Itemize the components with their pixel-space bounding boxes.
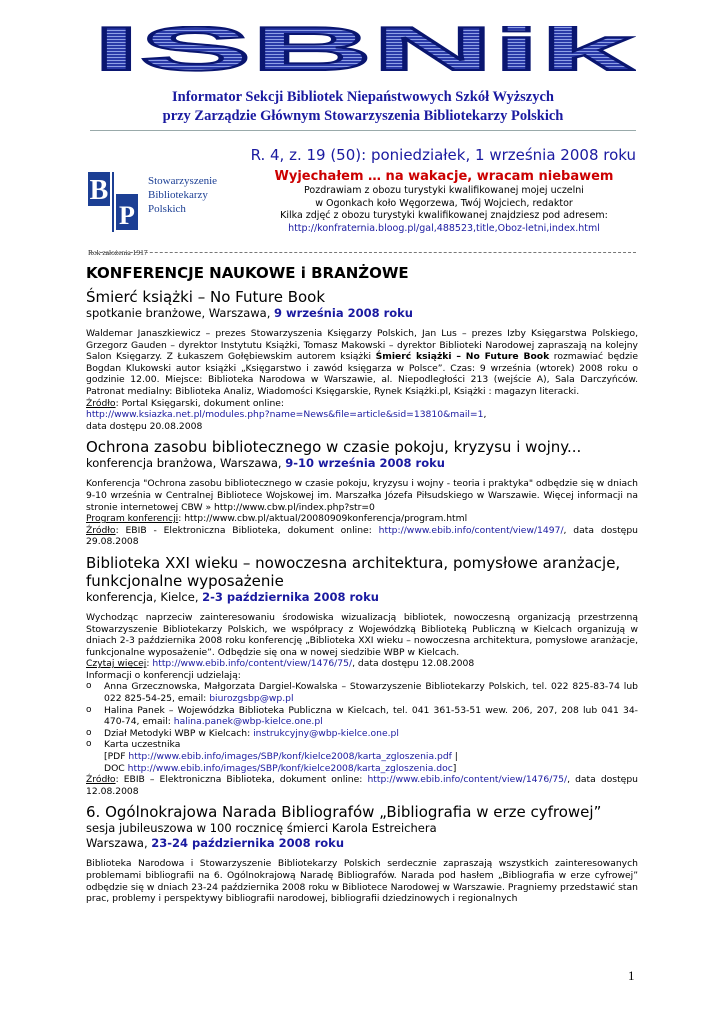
entry-date: 9 września 2008 roku [274, 306, 413, 320]
svg-text:P: P [119, 201, 135, 230]
entry-1: Śmierć książki – No Future Book spotkanie branżowe, Warszawa, 9 września 2008 roku Waldemar Janaszkiewicz – prezes Stowarzyszenia Księgarzy Polskich, Jan Lus – prezes Izby Księgarstwa Polskiego, Grzegorz Gauden – dyrektor Instytutu Książki, Tomasz Makowski – dyrektor Biblioteki Narodowej zapraszają na kolejny Salon Księgarzy. Z Łukaszem Gołębiewskim autorem książki Śmierć książki – No Future Book rozmawiać będzie Bogdan Klukowski autor książki „Księgarstwo i zawód księgarza w Polsce”. Czas: 9 września (wtorek) 2008 roku o godzinie 12.00. Miejsce: Biblioteka Narodowa w Warszawie, al. Niepodległości 213 (wejście A), Sala Darczyńców. Patronat medialny: Biblioteka Analiz, Wiadomości Księgarskie, Rynek Książki.pl, Książki : magazyn literacki. Źródło: Portal Księgarski, dokument online: http://www.ksiazka.net.pl/modules.php?name=News&file=article&sid=13810&mail=1, data dostępu 20.08.2008 [86, 288, 638, 432]
entry-source-link[interactable]: http://www.ebib.info/content/view/1497/ [378, 524, 564, 536]
sbp-logo [88, 168, 248, 256]
entry-title-line-2: funkcjonalne wyposażenie [86, 571, 284, 590]
read-more-link[interactable]: http://www.ebib.info/content/view/1476/75/ [152, 658, 353, 670]
notice-line-2: w Ogonkach koło Węgorzewa, Twój Wojciech, redaktor [315, 197, 573, 209]
entry-date: 2-3 października 2008 roku [202, 589, 379, 604]
list-item: o Anna Grzecznowska, Małgorzata Dargiel-Kowalska – Stowarzyszenie Bibliotekarzy Polskich, tel. 022 825-83-74 lub 022 825-54-25, email: biurozgsbp@wp.pl [86, 681, 638, 704]
sbp-founded: Rok założenia 1917 [88, 248, 148, 257]
list-item: o Dział Metodyki WBP w Kielcach: instrukcyjny@wbp-kielce.one.pl [86, 728, 638, 740]
entry-body: Waldemar Janaszkiewicz – prezes Stowarzyszenia Księgarzy Polskich, Jan Lus – prezes Izby Księgarstwa Polskiego, Grzegorz Gauden – dyrektor Instytutu Książki, Tomasz Makowski – dyrektor Biblioteki Narodowej zapraszają na kolejny Salon Księgarzy. Z Łukaszem Gołębiewskim autorem książki Śmierć książki – No Future Book rozmawiać będzie Bogdan Klukowski autor książki „Księgarstwo i zawód księgarza w Polsce”. Czas: 9 września (wtorek) 2008 roku o godzinie 12.00. Miejsce: Biblioteka Narodowa w Warszawie, al. Niepodległości 213 (wejście A), Sala Darczyńców. Patronat medialny: Biblioteka Analiz, Wiadomości Księgarskie, Rynek Książki.pl, Książki : magazyn literacki. [86, 328, 638, 397]
sbp-line-2: Bibliotekarzy [148, 189, 208, 201]
email-link[interactable]: biurozgsbp@wp.pl [209, 693, 294, 705]
notice-link[interactable]: http://konfraternia.bloog.pl/gal,488523,title,Oboz-letni,index.html [288, 222, 600, 234]
notice-headline: Wyjechałem … na wakacje, wracam niebawem [274, 169, 614, 184]
contact-list [86, 681, 638, 774]
list-item: o Halina Panek – Wojewódzka Biblioteka Publiczna w Kielcach, tel. 041 361-53-51 wew. 206, 207, 208 lub 041 34-470-74, email: halina.panek@wbp-kielce.one.pl [86, 705, 638, 728]
entry-body: Konferencja "Ochrona zasobu bibliotecznego w czasie pokoju, kryzysu i wojny - teoria i praktyka" odbędzie się w dniach 9-10 września w Centralnej Bibliotece Wojskowej im. Marszałka Józefa Piłsudskiego w Warszawie. Więcej informacji na stronie internetowej CBW » http://www.cbw.pl/index.php?str=0 [86, 478, 638, 513]
org-line-2: przy Zarządzie Głównym Stowarzyszenia Bibliotekarzy Polskich [162, 108, 564, 124]
card-pdf-link[interactable]: http://www.ebib.info/images/SBP/konf/kielce2008/karta_zgloszenia.pdf [128, 751, 452, 763]
entry-body: Wychodząc naprzeciw zainteresowaniu środowiska wizualizacją bibliotek, nowoczesną organizacją przestrzenną Stowarzyszenie Bibliotekarzy Polskich, we współpracy z Wojewódzką Biblioteką Publiczną w Kielcach organizują w dniach 2-3 października 2008 roku konferencję „Biblioteka XXI wieku – nowoczesna architektura, pomysłowe aranżacje, funkcjonalne wyposażenie”. Odbędzie się ona w nowej siedzibie WBP w Kielcach. [86, 611, 638, 658]
svg-text:B: B [89, 175, 109, 206]
card-doc-link[interactable]: http://www.ebib.info/images/SBP/konf/kielce2008/karta_zgloszenia.doc [127, 762, 453, 774]
entry-subtitle: konferencja, Kielce, 2-3 października 2008 roku [86, 589, 379, 604]
email-link[interactable]: halina.panek@wbp-kielce.one.pl [173, 716, 323, 728]
list-item: o Karta uczestnika [PDF http://www.ebib.info/images/SBP/konf/kielce2008/karta_zgloszenia.pdf | DOC http://www.ebib.info/images/SBP/konf/kielce2008/karta_zgloszenia.doc] [86, 739, 638, 774]
entry-subtitle: konferencja branżowa, Warszawa, 9-10 września 2008 roku [86, 456, 445, 471]
notice-line-1: Pozdrawiam z obozu turystyki kwalifikowanej mojej uczelni [304, 185, 584, 196]
entry-info-label: Informacji o konferencji udzielają: [86, 669, 241, 681]
entry-title-line-1: Biblioteka XXI wieku – nowoczesna architektura, pomysłowe aranżacje, [86, 553, 621, 572]
issue-line: R. 4, z. 19 (50): poniedziałek, 1 września 2008 roku [250, 146, 636, 164]
email-link[interactable]: instrukcyjny@wbp-kielce.one.pl [253, 727, 399, 739]
section-title: KONFERENCJE NAUKOWE i BRANŻOWE [86, 264, 409, 282]
entry-title: Ochrona zasobu bibliotecznego w czasie pokoju, kryzysu i wojny... [86, 438, 582, 457]
entry-body: Biblioteka Narodowa i Stowarzyszenie Bibliotekarzy Polskich serdecznie zapraszają wszystkich zainteresowanych problemami bibliografii na 6. Ogólnokrajową Naradę Bibliografów. Narada pod hasłem „Bibliografia w erze cyfrowej” odbędzie się w dniach 23-24 października 2008 roku w Bibliotece Narodowej w Warszawie. Pragniemy przedstawić stan prac, problemy i perspektywy bibliografii narodowej, bibliografii dziedzinowych i regionalnych [86, 858, 638, 905]
entry-source: Źródło: Portal Księgarski, dokument online: [86, 397, 285, 409]
entry-access-date: data dostępu 20.08.2008 [86, 420, 203, 432]
sbp-line-3: Polskich [148, 203, 186, 215]
entry-subtitle: spotkanie branżowe, Warszawa, 9 września 2008 roku [86, 306, 413, 320]
entry-4 [86, 803, 638, 904]
entry-3 [86, 554, 638, 798]
notice-rule [90, 252, 636, 253]
entry-title: 6. Ogólnokrajowa Narada Bibliografów „Bibliografia w erze cyfrowej” [86, 803, 602, 822]
org-line-1: Informator Sekcji Bibliotek Niepaństwowych Szkół Wyższych [172, 89, 554, 105]
entry-source-link[interactable]: http://www.ebib.info/content/view/1476/75/ [367, 774, 568, 786]
header-rule [90, 130, 636, 131]
entry-title: Śmierć książki – No Future Book [86, 288, 326, 306]
entry-program: Program konferencji: http://www.cbw.pl/aktual/20080909konferencja/program.html [86, 513, 468, 525]
notice-line-3: Kilka zdjęć z obozu turystyki kwalifikowanej znajdziesz pod adresem: [280, 210, 608, 221]
entry-source-link[interactable]: http://www.ksiazka.net.pl/modules.php?name=News&file=article&sid=13810&mail=1 [86, 409, 484, 421]
main-content [86, 264, 638, 911]
entry-subtitle-line-1: sesja jubileuszowa w 100 rocznicę śmierci Karola Estreichera [86, 821, 437, 836]
entry-source: Źródło: EBIB – Elektroniczna Biblioteka, dokument online: http://www.ebib.info/content/view/1476/75/, data dostępu 12.08.2008 [86, 774, 638, 797]
sbp-line-1: Stowarzyszenie [148, 175, 218, 187]
isbnik-logo [90, 26, 636, 76]
entry-date: 23-24 października 2008 roku [151, 836, 345, 851]
entry-read-more: Czytaj więcej: http://www.ebib.info/content/view/1476/75/, data dostępu 12.08.2008 [86, 658, 475, 670]
logo-text: ISBNik [93, 26, 635, 76]
entry-source: Źródło: EBIB - Elektroniczna Biblioteka, dokument online: http://www.ebib.info/content/view/1497/, data dostępu 29.08.2008 [86, 524, 638, 548]
notice-box [252, 168, 636, 235]
entry-date: 9-10 września 2008 roku [285, 456, 445, 471]
page-number: 1 [628, 968, 635, 983]
entry-2 [86, 438, 638, 548]
entry-subtitle: Warszawa, 23-24 października 2008 roku [86, 836, 345, 851]
